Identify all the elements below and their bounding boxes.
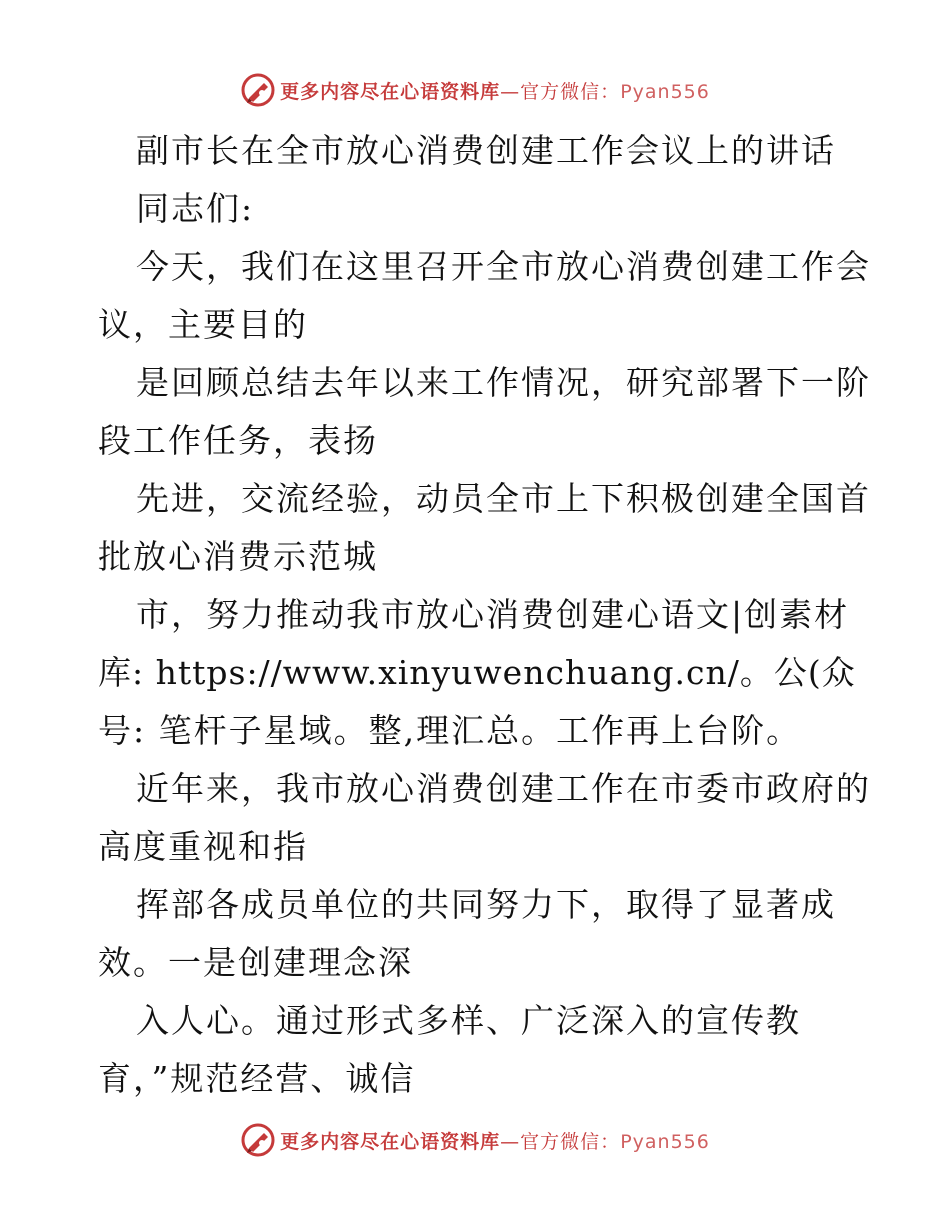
watermark-brand: 更多内容尽在心语资料库 [280, 80, 501, 103]
salutation: 同志们: [136, 189, 255, 228]
watermark-text [280, 77, 710, 104]
paragraph-line: 今天，我们在这里召开全市放心消费创建工作会 [136, 247, 871, 286]
watermark-wechat-label: 官方微信： [520, 80, 621, 103]
paragraph-line: 段工作任务，表扬 [98, 421, 378, 460]
header-watermark [0, 70, 950, 110]
paragraph-line: 育，”规范经营、诚信 [98, 1059, 416, 1098]
document-body [98, 122, 871, 1108]
watermark-wechat-id: Pyan556 [620, 80, 710, 103]
paragraph-line: 批放心消费示范城 [98, 537, 378, 576]
watermark-separator: — [500, 80, 521, 103]
paragraph-line: 入人心。通过形式多样、广泛深入的宣传教 [136, 1001, 801, 1040]
paragraph-line: 议，主要目的 [98, 305, 308, 344]
pen-logo-icon [240, 72, 276, 108]
paragraph-line: 先进，交流经验，动员全市上下积极创建全国首 [136, 479, 871, 518]
watermark-separator: — [500, 1130, 521, 1153]
footer-watermark [0, 1120, 950, 1160]
paragraph-line: 是回顾总结去年以来工作情况，研究部署下一阶 [136, 363, 871, 402]
pen-logo-icon [240, 1122, 276, 1158]
watermark-brand: 更多内容尽在心语资料库 [280, 1130, 501, 1153]
paragraph-line: 号: 笔杆子星域。整,理汇总。工作再上台阶。 [98, 711, 802, 750]
watermark-wechat-label: 官方微信： [520, 1130, 621, 1153]
paragraph-line: 库: https://www.xinyuwenchuang.cn/。公(众 [98, 653, 856, 692]
paragraph-line: 效。一是创建理念深 [98, 943, 413, 982]
paragraph-line: 高度重视和指 [98, 827, 308, 866]
document-title: 副市长在全市放心消费创建工作会议上的讲话 [136, 131, 836, 170]
paragraph-line: 挥部各成员单位的共同努力下，取得了显著成 [136, 885, 836, 924]
paragraph-line: 市，努力推动我市放心消费创建心语文|创素材 [136, 595, 850, 634]
watermark-text [280, 1127, 710, 1154]
paragraph-line: 近年来，我市放心消费创建工作在市委市政府的 [136, 769, 871, 808]
watermark-wechat-id: Pyan556 [620, 1130, 710, 1153]
